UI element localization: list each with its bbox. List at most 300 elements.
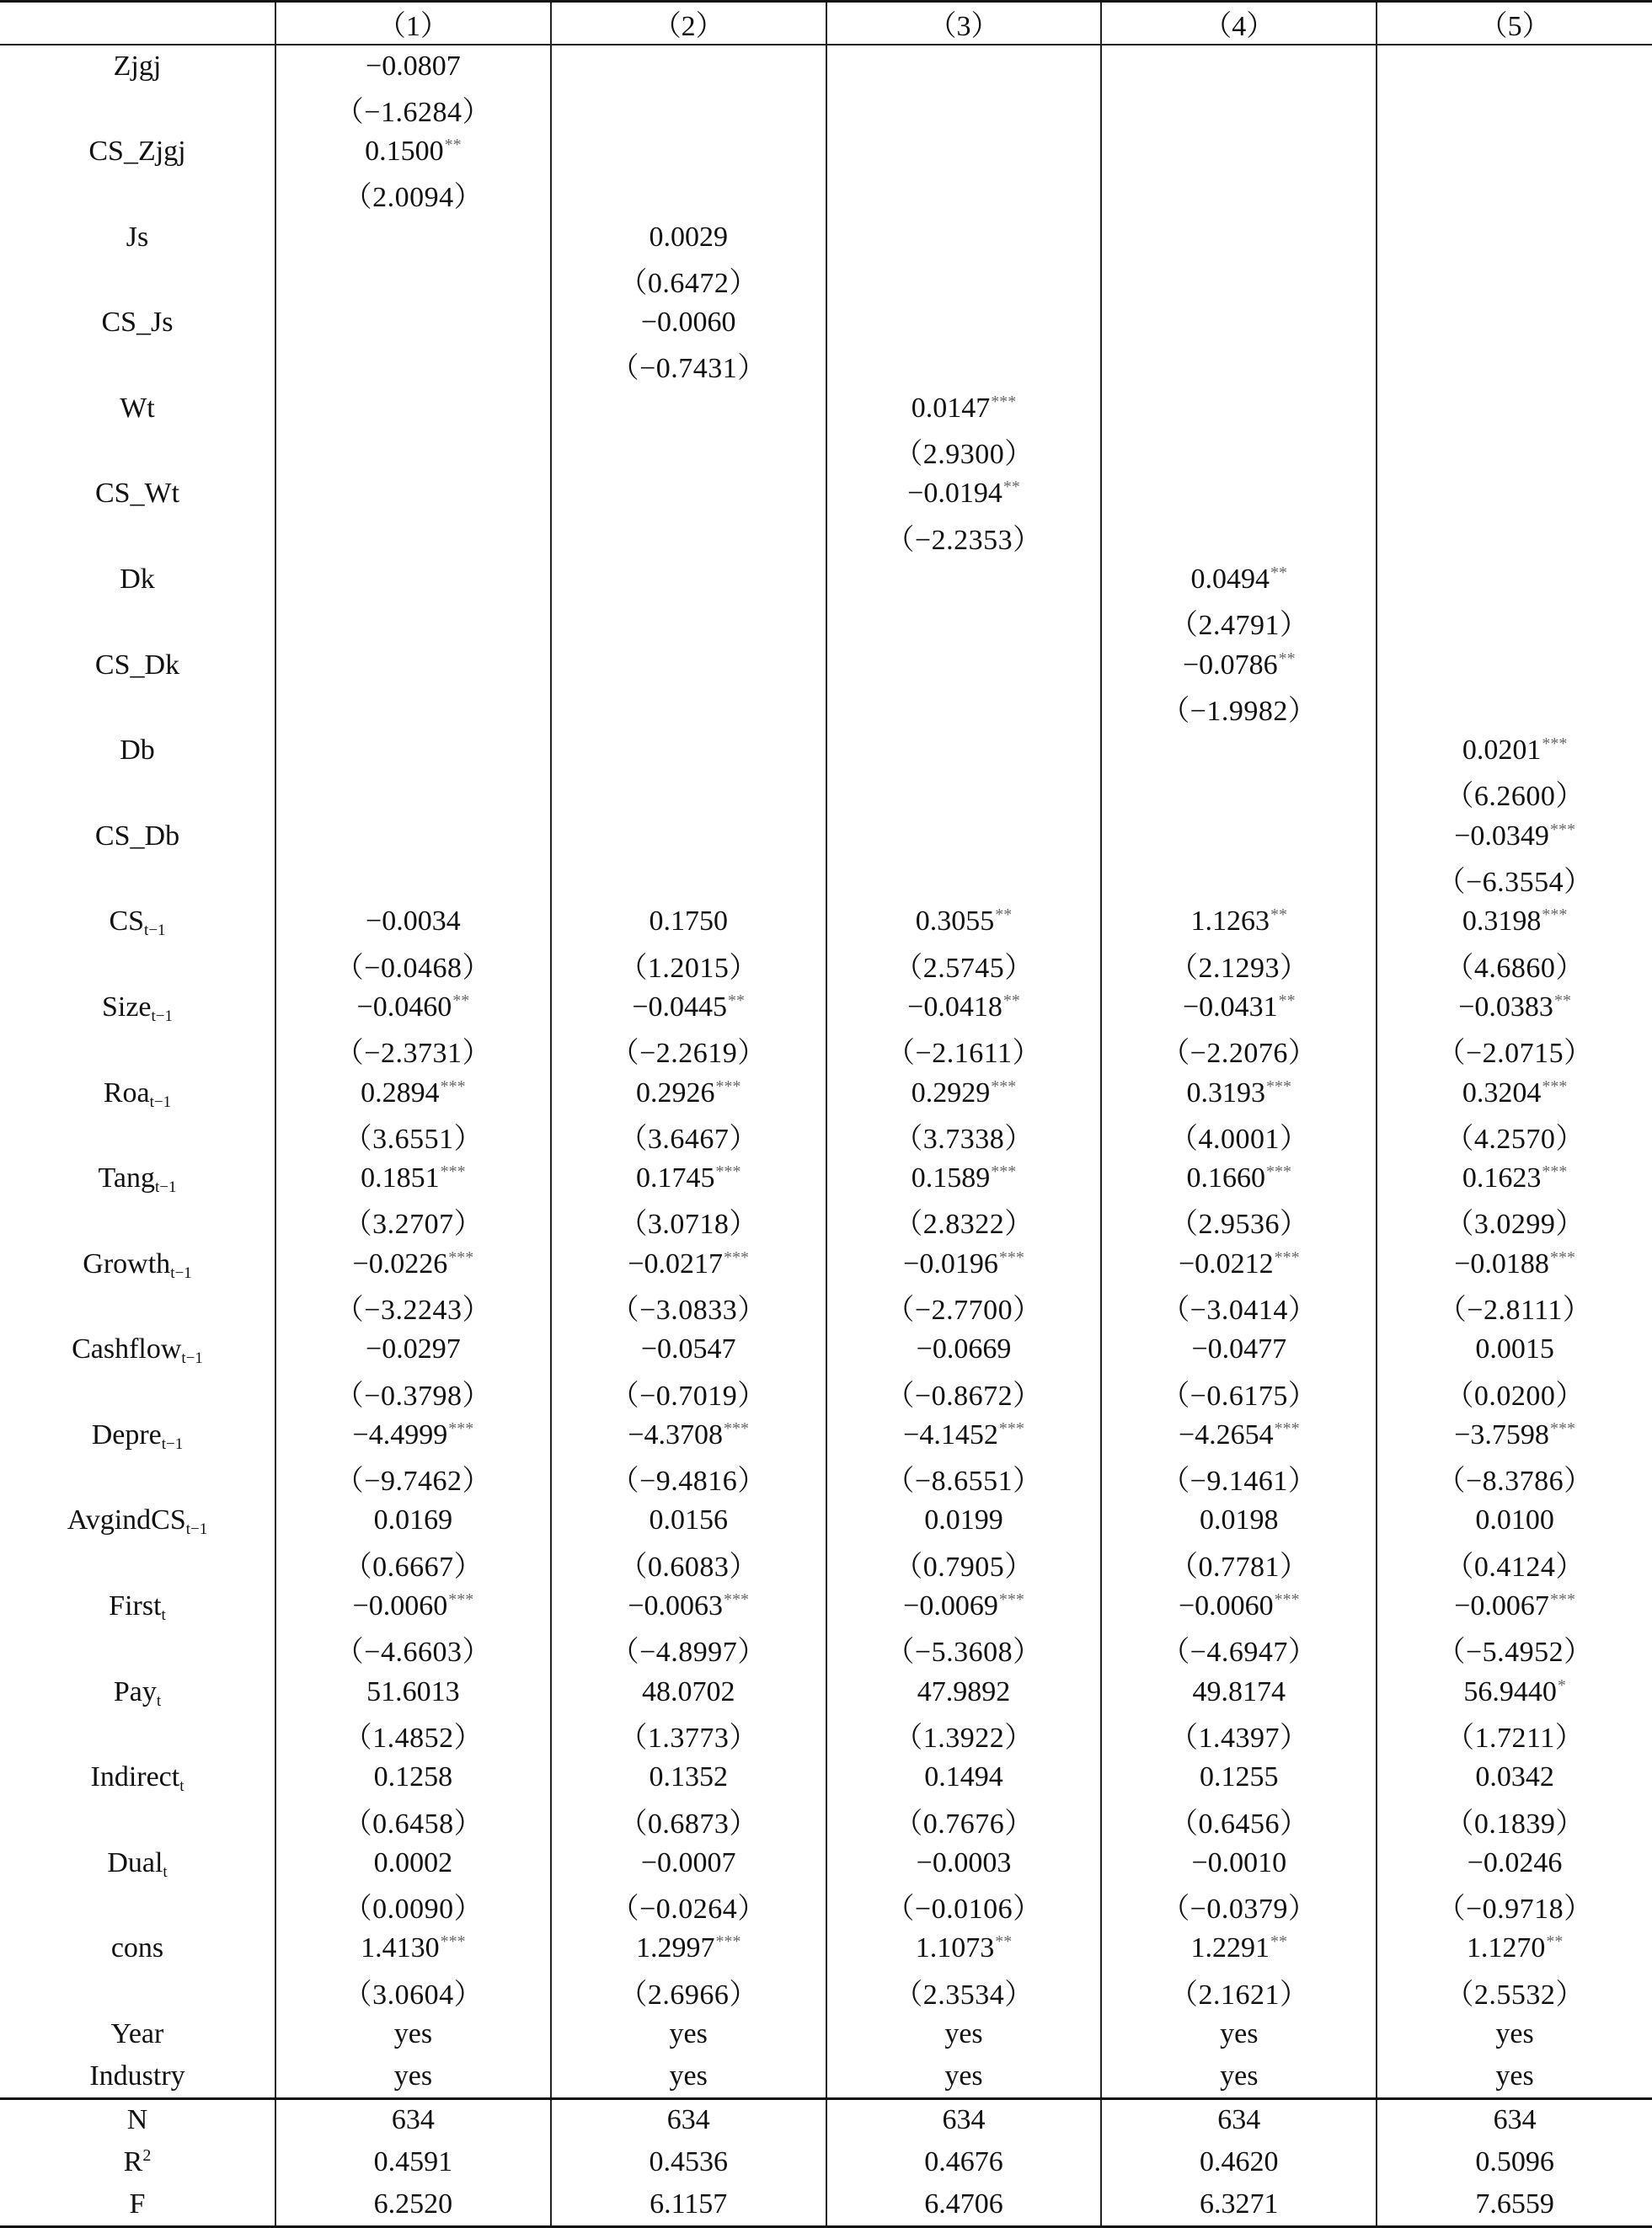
cell-col-1 — [275, 1071, 551, 1114]
significance-stars: * — [1557, 1675, 1566, 1695]
cell-col-2 — [551, 729, 826, 772]
t-statistic-value: （−6.3554） — [1436, 867, 1593, 899]
coefficient-value: 0.0147 — [911, 392, 991, 424]
cell-col-2 — [551, 1884, 826, 1927]
cell-col-5 — [1377, 729, 1652, 772]
stat-label — [0, 2184, 275, 2227]
cell-col-4 — [1101, 986, 1377, 1029]
cell-col-4 — [1101, 1114, 1377, 1157]
coefficient-value: 49.8174 — [1192, 1675, 1286, 1707]
variable-name: CS_Zjgj — [88, 135, 186, 167]
stat-value: 6.3271 — [1101, 2184, 1377, 2227]
cell-col-5 — [1377, 815, 1652, 858]
row-label — [0, 1670, 275, 1713]
cell-col-1 — [275, 1414, 551, 1457]
cell-col-1 — [275, 1841, 551, 1884]
stat-value: 0.4591 — [275, 2141, 551, 2184]
t-statistic-value: （−2.1611） — [886, 1038, 1041, 1070]
coefficient-value: −0.0297 — [366, 1333, 461, 1365]
stat-value: 0.5096 — [1377, 2141, 1652, 2184]
significance-stars: *** — [1549, 820, 1575, 839]
variable-name: Pay — [113, 1675, 157, 1707]
cell-col-3 — [826, 2013, 1102, 2056]
coefficient-value: −0.0383 — [1458, 991, 1553, 1023]
tstat-row — [0, 516, 1652, 558]
cell-col-1 — [275, 1328, 551, 1371]
significance-stars: ** — [1002, 478, 1020, 497]
coefficient-value: −0.0547 — [640, 1333, 736, 1365]
row-label — [0, 900, 275, 943]
significance-stars: *** — [1266, 1162, 1292, 1182]
cell-col-3 — [826, 516, 1102, 558]
t-statistic-value: （3.0299） — [1445, 1209, 1585, 1241]
cell-col-2 — [551, 1799, 826, 1842]
cell-col-3 — [826, 216, 1102, 259]
coefficient-value: −0.0431 — [1182, 991, 1278, 1023]
header-row — [0, 2, 1652, 45]
row-label — [0, 131, 275, 174]
coef-row — [0, 1071, 1652, 1114]
variable-name: Zjgj — [113, 50, 162, 82]
row-label — [0, 943, 275, 986]
variable-name: Growth — [83, 1248, 171, 1280]
cell-col-4 — [1101, 943, 1377, 986]
coefficient-value: −0.0217 — [628, 1248, 724, 1280]
tstat-row — [0, 1627, 1652, 1670]
cell-col-5 — [1377, 1756, 1652, 1799]
t-statistic-value: （−0.0379） — [1161, 1894, 1318, 1926]
cell-col-3 — [826, 1670, 1102, 1713]
cell-col-3 — [826, 943, 1102, 986]
tstat-row — [0, 345, 1652, 387]
coef-row — [0, 216, 1652, 259]
cell-col-5 — [1377, 2013, 1652, 2056]
t-statistic-value: （−4.8997） — [610, 1637, 767, 1669]
tstat-row — [0, 1970, 1652, 2013]
significance-stars: *** — [1542, 1077, 1568, 1096]
significance-stars: ** — [1278, 991, 1296, 1010]
significance-stars: ** — [995, 906, 1013, 925]
table-footer — [0, 2098, 1652, 2226]
coefficient-value: 0.0015 — [1475, 1333, 1554, 1365]
t-statistic-value: （−0.0106） — [885, 1894, 1042, 1926]
coefficient-value: 0.1660 — [1186, 1162, 1266, 1194]
cell-col-2 — [551, 430, 826, 473]
t-statistic-value: （−2.3731） — [334, 1038, 491, 1070]
t-statistic-value: （−9.4816） — [610, 1466, 767, 1498]
cell-col-4 — [1101, 900, 1377, 943]
cell-col-2 — [551, 2013, 826, 2056]
stat-value: 0.4536 — [551, 2141, 826, 2184]
row-label — [0, 45, 275, 88]
cell-col-2 — [551, 815, 826, 858]
significance-stars: *** — [1542, 735, 1568, 754]
t-statistic-value: （−0.3798） — [334, 1380, 491, 1412]
cell-col-5 — [1377, 1285, 1652, 1328]
stat-value: 634 — [1101, 2098, 1377, 2141]
row-label — [0, 1157, 275, 1200]
header-corner — [0, 2, 275, 45]
coefficient-value: 0.1258 — [373, 1761, 453, 1793]
row-label — [0, 1627, 275, 1670]
cell-col-5 — [1377, 259, 1652, 302]
t-statistic-value: （−2.2353） — [885, 524, 1042, 556]
cell-col-2 — [551, 943, 826, 986]
cell-col-3 — [826, 1585, 1102, 1628]
stat-value: 634 — [551, 2098, 826, 2141]
row-label — [0, 1328, 275, 1371]
coefficient-value: yes — [669, 2060, 708, 2092]
cell-col-1 — [275, 473, 551, 516]
coefficient-value: −3.7598 — [1454, 1419, 1549, 1451]
tstat-row — [0, 1542, 1652, 1585]
t-statistic-value: （3.6467） — [618, 1123, 758, 1155]
cell-col-4 — [1101, 558, 1377, 601]
cell-col-2 — [551, 1456, 826, 1499]
cell-col-5 — [1377, 1499, 1652, 1542]
cell-col-3 — [826, 986, 1102, 1029]
cell-col-1 — [275, 772, 551, 815]
coefficient-value: 0.0169 — [373, 1504, 453, 1536]
significance-stars: *** — [1266, 1077, 1292, 1096]
cell-col-3 — [826, 302, 1102, 345]
coefficient-value: −0.0196 — [903, 1248, 998, 1280]
cell-col-4 — [1101, 302, 1377, 345]
cell-col-2 — [551, 1242, 826, 1285]
significance-stars: *** — [991, 1162, 1017, 1182]
cell-col-1 — [275, 1970, 551, 2013]
t-statistic-value: （−8.3786） — [1436, 1466, 1593, 1498]
cell-col-3 — [826, 473, 1102, 516]
t-statistic-value: （−0.6175） — [1161, 1380, 1318, 1412]
tstat-row — [0, 88, 1652, 131]
cell-col-4 — [1101, 1242, 1377, 1285]
cell-col-1 — [275, 1799, 551, 1842]
significance-stars: ** — [728, 991, 746, 1010]
cell-col-5 — [1377, 216, 1652, 259]
tstat-row — [0, 1456, 1652, 1499]
significance-stars: *** — [1274, 1248, 1300, 1267]
tstat-row — [0, 1713, 1652, 1756]
header-col-3: （3） — [826, 2, 1102, 45]
row-label — [0, 1884, 275, 1927]
cell-col-5 — [1377, 1585, 1652, 1628]
cell-col-4 — [1101, 858, 1377, 900]
cell-col-1 — [275, 558, 551, 601]
stat-value: 6.1157 — [551, 2184, 826, 2227]
coef-row — [0, 644, 1652, 687]
coef-row — [0, 986, 1652, 1029]
t-statistic-value: （2.1621） — [1169, 1979, 1309, 2011]
tstat-row — [0, 259, 1652, 302]
significance-stars: ** — [1270, 1932, 1288, 1952]
row-label — [0, 858, 275, 900]
cell-col-1 — [275, 943, 551, 986]
significance-stars: ** — [452, 991, 470, 1010]
coefficient-value: 0.3055 — [915, 906, 995, 938]
t-statistic-value: （−2.2619） — [610, 1038, 767, 1070]
coef-row — [0, 2055, 1652, 2098]
coefficient-value: −0.0669 — [916, 1333, 1012, 1365]
cell-col-1 — [275, 131, 551, 174]
coef-row — [0, 558, 1652, 601]
coefficient-value: 0.2929 — [911, 1077, 991, 1109]
cell-col-3 — [826, 558, 1102, 601]
cell-col-4 — [1101, 430, 1377, 473]
cell-col-2 — [551, 1157, 826, 1200]
variable-name: CS — [109, 906, 145, 938]
cell-col-2 — [551, 473, 826, 516]
cell-col-1 — [275, 45, 551, 88]
variable-subscript: t−1 — [151, 1007, 174, 1025]
variable-subscript: t−1 — [161, 1435, 184, 1453]
cell-col-2 — [551, 687, 826, 729]
cell-col-3 — [826, 2055, 1102, 2098]
cell-col-5 — [1377, 772, 1652, 815]
coef-row — [0, 1756, 1652, 1799]
cell-col-3 — [826, 173, 1102, 216]
cell-col-2 — [551, 1285, 826, 1328]
row-label — [0, 986, 275, 1029]
stat-name: F — [129, 2188, 146, 2220]
coefficient-value: 0.1750 — [649, 906, 728, 938]
t-statistic-value: （2.8322） — [894, 1209, 1034, 1241]
coef-row — [0, 473, 1652, 516]
row-label — [0, 473, 275, 516]
cell-col-5 — [1377, 1371, 1652, 1414]
cell-col-4 — [1101, 729, 1377, 772]
cell-col-2 — [551, 772, 826, 815]
cell-col-5 — [1377, 986, 1652, 1029]
cell-col-2 — [551, 1414, 826, 1457]
cell-col-1 — [275, 1499, 551, 1542]
cell-col-2 — [551, 601, 826, 644]
cell-col-4 — [1101, 1970, 1377, 2013]
cell-col-5 — [1377, 1029, 1652, 1071]
cell-col-3 — [826, 430, 1102, 473]
coefficient-value: 51.6013 — [366, 1675, 460, 1707]
coefficient-value: −0.0188 — [1454, 1248, 1549, 1280]
cell-col-2 — [551, 1114, 826, 1157]
t-statistic-value: （4.0001） — [1169, 1123, 1309, 1155]
t-statistic-value: （1.3773） — [618, 1722, 758, 1754]
cell-col-4 — [1101, 1371, 1377, 1414]
variable-subscript: t — [156, 1691, 162, 1710]
tstat-row — [0, 601, 1652, 644]
cell-col-5 — [1377, 1542, 1652, 1585]
cell-col-2 — [551, 986, 826, 1029]
cell-col-1 — [275, 986, 551, 1029]
t-statistic-value: （−1.6284） — [334, 96, 491, 128]
tstat-row — [0, 687, 1652, 729]
cell-col-3 — [826, 858, 1102, 900]
coefficient-value: yes — [669, 2018, 708, 2050]
row-label — [0, 1542, 275, 1585]
cell-col-1 — [275, 1157, 551, 1200]
cell-col-4 — [1101, 216, 1377, 259]
coef-row — [0, 131, 1652, 174]
cell-col-1 — [275, 1713, 551, 1756]
cell-col-4 — [1101, 644, 1377, 687]
row-label — [0, 516, 275, 558]
significance-stars: ** — [1270, 906, 1288, 925]
coefficient-value: 0.0029 — [649, 221, 728, 253]
significance-stars: *** — [1274, 1590, 1300, 1610]
coefficient-value: 0.0494 — [1190, 563, 1270, 595]
cell-col-2 — [551, 1200, 826, 1243]
t-statistic-value: （−2.2076） — [1161, 1038, 1318, 1070]
variable-name: Db — [120, 735, 155, 767]
t-statistic-value: （−8.6551） — [885, 1466, 1042, 1498]
cell-col-1 — [275, 900, 551, 943]
header-col-5: （5） — [1377, 2, 1652, 45]
stat-name: N — [126, 2104, 148, 2136]
t-statistic-value: （0.6456） — [1169, 1808, 1309, 1840]
coefficient-value: −0.0349 — [1454, 820, 1549, 852]
cell-col-4 — [1101, 88, 1377, 131]
t-statistic-value: （2.0094） — [343, 182, 484, 214]
significance-stars: ** — [995, 1932, 1013, 1952]
coefficient-value: −0.0069 — [903, 1590, 998, 1622]
coefficient-value: −0.0007 — [640, 1846, 736, 1878]
t-statistic-value: （0.6458） — [343, 1808, 484, 1840]
coefficient-value: 0.1500 — [365, 135, 444, 167]
coef-row — [0, 2013, 1652, 2056]
variable-name: CS_Wt — [94, 478, 180, 510]
cell-col-5 — [1377, 687, 1652, 729]
cell-col-5 — [1377, 1157, 1652, 1200]
cell-col-5 — [1377, 173, 1652, 216]
cell-col-5 — [1377, 1713, 1652, 1756]
coefficient-value: −0.0034 — [366, 906, 461, 938]
t-statistic-value: （0.6083） — [618, 1551, 758, 1583]
t-statistic-value: （2.9300） — [894, 439, 1034, 471]
coefficient-value: yes — [944, 2060, 983, 2092]
cell-col-4 — [1101, 259, 1377, 302]
cell-col-2 — [551, 1970, 826, 2013]
t-statistic-value: （−5.3608） — [885, 1637, 1042, 1669]
coefficient-value: −0.0477 — [1191, 1333, 1287, 1365]
significance-stars: *** — [1542, 1162, 1568, 1182]
cell-col-2 — [551, 1585, 826, 1628]
coef-row — [0, 1585, 1652, 1628]
coefficient-value: yes — [1220, 2018, 1259, 2050]
coefficient-value: 0.1589 — [911, 1162, 991, 1194]
coef-row — [0, 1499, 1652, 1542]
significance-stars: ** — [1278, 649, 1296, 668]
coefficient-value: 0.0002 — [373, 1846, 453, 1878]
tstat-row — [0, 173, 1652, 216]
significance-stars: *** — [440, 1162, 466, 1182]
coefficient-value: 0.0199 — [924, 1504, 1003, 1536]
row-label — [0, 387, 275, 430]
row-label — [0, 1499, 275, 1542]
cell-col-2 — [551, 1371, 826, 1414]
cell-col-5 — [1377, 345, 1652, 387]
row-label — [0, 302, 275, 345]
t-statistic-value: （−0.0264） — [610, 1894, 767, 1926]
cell-col-2 — [551, 1713, 826, 1756]
cell-col-1 — [275, 430, 551, 473]
significance-stars: *** — [440, 1077, 466, 1096]
cell-col-4 — [1101, 1927, 1377, 1970]
row-label — [0, 687, 275, 729]
cell-col-5 — [1377, 387, 1652, 430]
coefficient-value: −4.1452 — [903, 1419, 998, 1451]
t-statistic-value: （−4.6947） — [1161, 1637, 1318, 1669]
t-statistic-value: （2.1293） — [1169, 952, 1309, 984]
cell-col-2 — [551, 1670, 826, 1713]
t-statistic-value: （3.7338） — [894, 1123, 1034, 1155]
t-statistic-value: （1.4852） — [343, 1722, 484, 1754]
cell-col-3 — [826, 815, 1102, 858]
cell-col-2 — [551, 900, 826, 943]
cell-col-5 — [1377, 1414, 1652, 1457]
tstat-row — [0, 1285, 1652, 1328]
variable-name: Depre — [91, 1419, 162, 1451]
cell-col-1 — [275, 729, 551, 772]
cell-col-5 — [1377, 131, 1652, 174]
t-statistic-value: （0.4124） — [1445, 1551, 1585, 1583]
stat-row — [0, 2184, 1652, 2227]
row-label — [0, 1200, 275, 1243]
cell-col-5 — [1377, 1970, 1652, 2013]
cell-col-3 — [826, 259, 1102, 302]
t-statistic-value: （0.6873） — [618, 1808, 758, 1840]
t-statistic-value: （0.7676） — [894, 1808, 1034, 1840]
significance-stars: *** — [1274, 1419, 1300, 1438]
cell-col-3 — [826, 900, 1102, 943]
row-label — [0, 1456, 275, 1499]
t-statistic-value: （−5.4952） — [1436, 1637, 1593, 1669]
cell-col-1 — [275, 601, 551, 644]
t-statistic-value: （−3.2243） — [334, 1295, 491, 1326]
coef-row — [0, 1414, 1652, 1457]
cell-col-2 — [551, 302, 826, 345]
cell-col-2 — [551, 516, 826, 558]
significance-stars: *** — [715, 1162, 741, 1182]
cell-col-4 — [1101, 1328, 1377, 1371]
cell-col-4 — [1101, 2055, 1377, 2098]
coefficient-value: −0.0460 — [356, 991, 452, 1023]
significance-stars: *** — [715, 1932, 741, 1952]
row-label — [0, 1585, 275, 1628]
cell-col-1 — [275, 1884, 551, 1927]
variable-subscript: t−1 — [149, 1093, 172, 1111]
row-label — [0, 1927, 275, 1970]
cell-col-5 — [1377, 943, 1652, 986]
row-label — [0, 88, 275, 131]
row-label — [0, 558, 275, 601]
coefficient-value: 0.1352 — [649, 1761, 728, 1793]
t-statistic-value: （0.7781） — [1169, 1551, 1309, 1583]
cell-col-1 — [275, 173, 551, 216]
significance-stars: *** — [1549, 1248, 1575, 1267]
coefficient-value: −0.0445 — [632, 991, 728, 1023]
cell-col-1 — [275, 815, 551, 858]
coefficient-value: −0.0226 — [352, 1248, 448, 1280]
cell-col-3 — [826, 1242, 1102, 1285]
cell-col-5 — [1377, 900, 1652, 943]
cell-col-4 — [1101, 345, 1377, 387]
cell-col-1 — [275, 1756, 551, 1799]
coefficient-value: 1.2997 — [635, 1932, 715, 1964]
stat-value: 634 — [275, 2098, 551, 2141]
cell-col-2 — [551, 1542, 826, 1585]
cell-col-1 — [275, 687, 551, 729]
stat-value: 0.4620 — [1101, 2141, 1377, 2184]
cell-col-1 — [275, 1371, 551, 1414]
